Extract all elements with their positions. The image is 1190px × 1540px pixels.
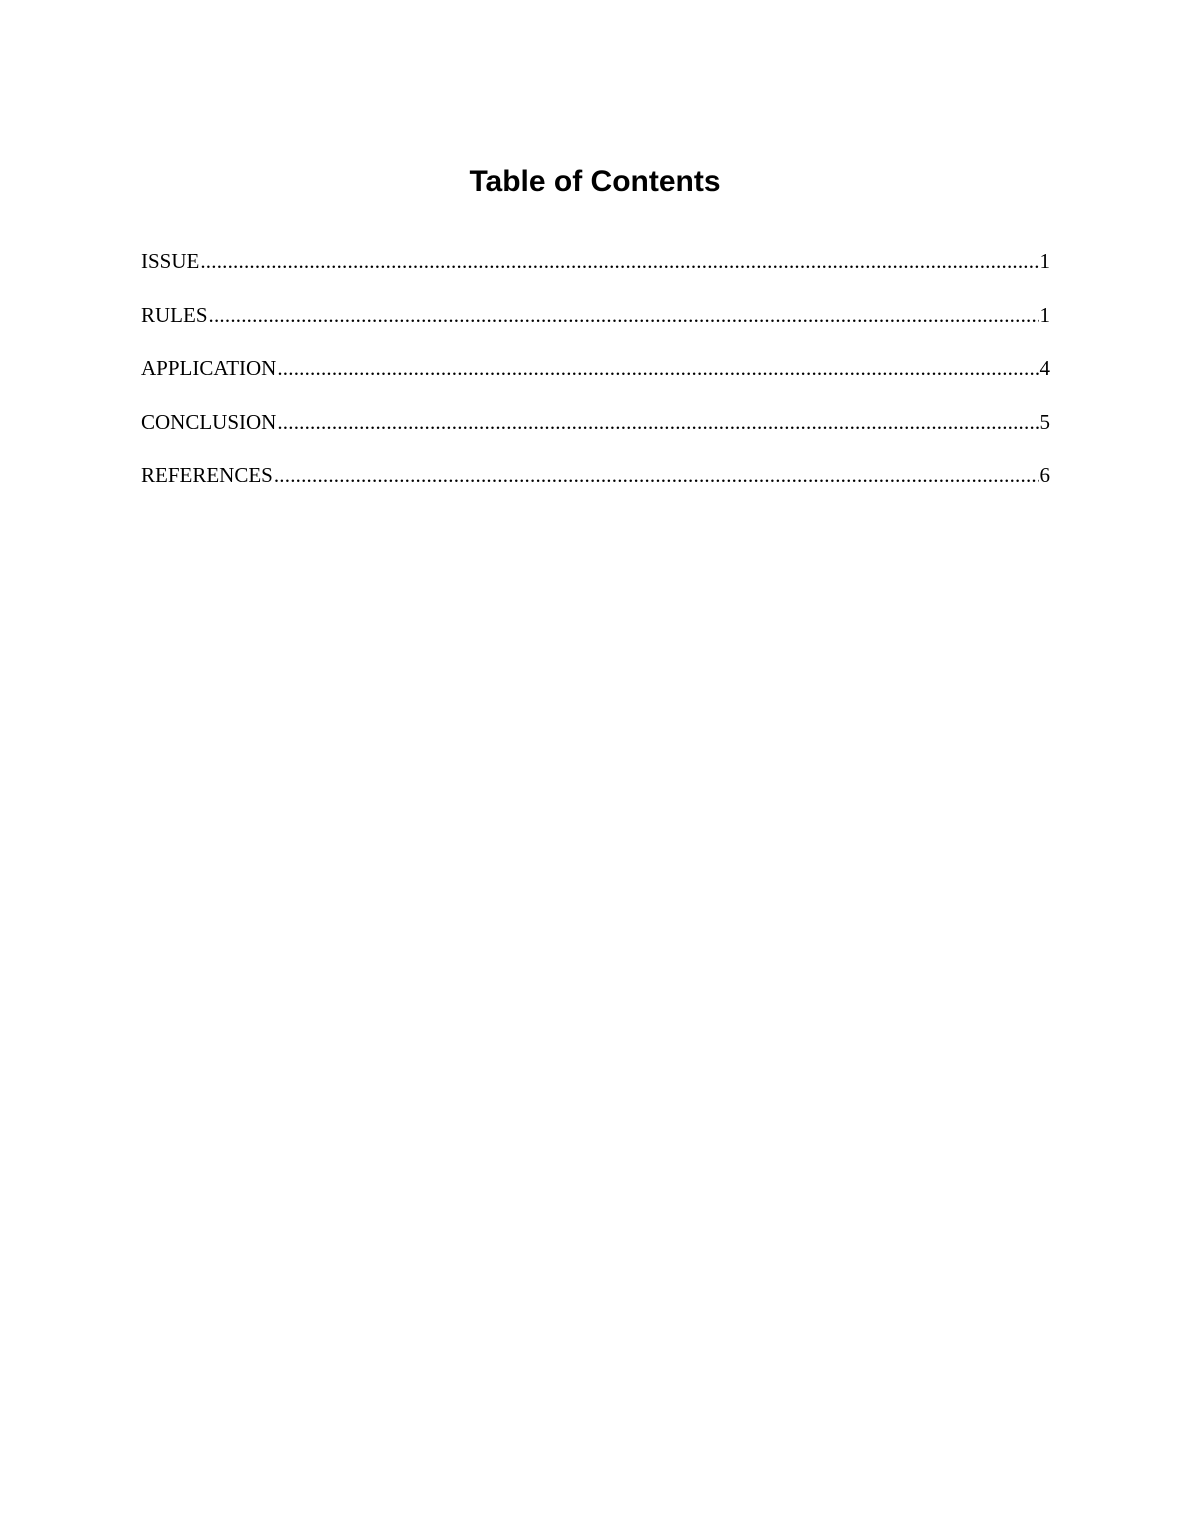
toc-entry-label: RULES <box>141 302 208 327</box>
toc-dot-leader <box>277 407 1038 437</box>
toc-entry-rules[interactable] <box>141 300 1050 354</box>
toc-entry-label: CONCLUSION <box>141 409 277 434</box>
toc-dot-leader <box>200 246 1038 276</box>
table-of-contents <box>141 246 1050 514</box>
toc-page-number: 5 <box>1039 409 1050 434</box>
toc-entry-label: REFERENCES <box>141 463 273 487</box>
toc-entry-label: ISSUE <box>141 249 200 273</box>
toc-page-number: 4 <box>1039 356 1050 380</box>
toc-dot-leader <box>274 460 1039 490</box>
page-title: Table of Contents <box>469 165 721 198</box>
toc-page-number: 1 <box>1039 302 1050 327</box>
toc-page-number: 1 <box>1039 249 1050 273</box>
toc-entry-label: APPLICATION <box>141 356 277 380</box>
toc-dot-leader <box>277 353 1038 383</box>
toc-page-number: 6 <box>1039 463 1050 487</box>
toc-entry-references[interactable] <box>141 460 1050 514</box>
toc-entry-application[interactable] <box>141 353 1050 407</box>
toc-entry-issue[interactable] <box>141 246 1050 300</box>
toc-dot-leader <box>209 300 1039 330</box>
toc-entry-conclusion[interactable] <box>141 407 1050 461</box>
